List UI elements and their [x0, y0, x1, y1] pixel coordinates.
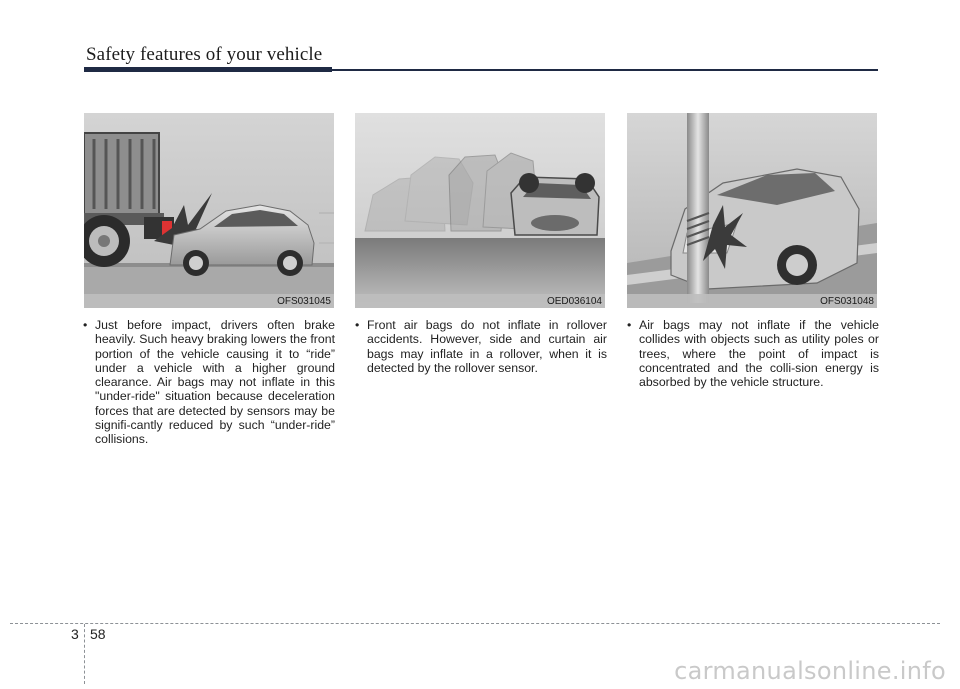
illustration-rollover	[355, 113, 605, 308]
footer-rule	[10, 623, 940, 624]
page-header-title: Safety features of your vehicle	[86, 44, 323, 65]
header-rule-thin	[332, 69, 878, 71]
figure-caption-strip	[355, 294, 605, 308]
illustration-pole-impact	[627, 113, 877, 308]
figure-caption-strip	[84, 294, 334, 308]
illustration-under-ride	[84, 113, 334, 308]
header-rule	[84, 67, 878, 71]
figure-code: OED036104	[546, 296, 602, 307]
bullet-marker: •	[83, 318, 88, 332]
bullet-text: Front air bags do not inflate in rollover accidents. However, side and curtain air bags may inflate in a rollover, when it is detected by the rollover sensor.	[367, 318, 607, 375]
figure-code: OFS031048	[820, 296, 874, 307]
figure-caption-strip	[627, 294, 877, 308]
bullet-marker: •	[355, 318, 360, 332]
bullet-under-ride	[83, 318, 335, 447]
watermark: carmanualsonline.info	[674, 657, 946, 685]
bullet-text: Just before impact, drivers often brake heavily. Such heavy braking lowers the front portion of the vehicle causing it to “ride” under a vehicle with a higher ground clearance. Air bags may not inflate in this "under-ride" situation because deceleration forces that are detected by sensors may be signifi-cantly reduced by such “under-ride” collisions.	[95, 318, 335, 447]
figure-code: OFS031045	[277, 296, 331, 307]
bullet-pole-impact	[627, 318, 879, 389]
page-number: 58	[90, 626, 106, 642]
footer-divider	[84, 624, 85, 684]
header-rule-thick	[84, 67, 332, 72]
bullet-text: Air bags may not inflate if the vehicle collides with objects such as utility poles or trees, where the point of impact is concentrated and the colli-sion energy is absorbed by the vehicle structure.	[639, 318, 879, 390]
bullet-marker: •	[627, 318, 632, 332]
bullet-rollover	[355, 318, 607, 375]
chapter-number: 3	[71, 626, 79, 642]
